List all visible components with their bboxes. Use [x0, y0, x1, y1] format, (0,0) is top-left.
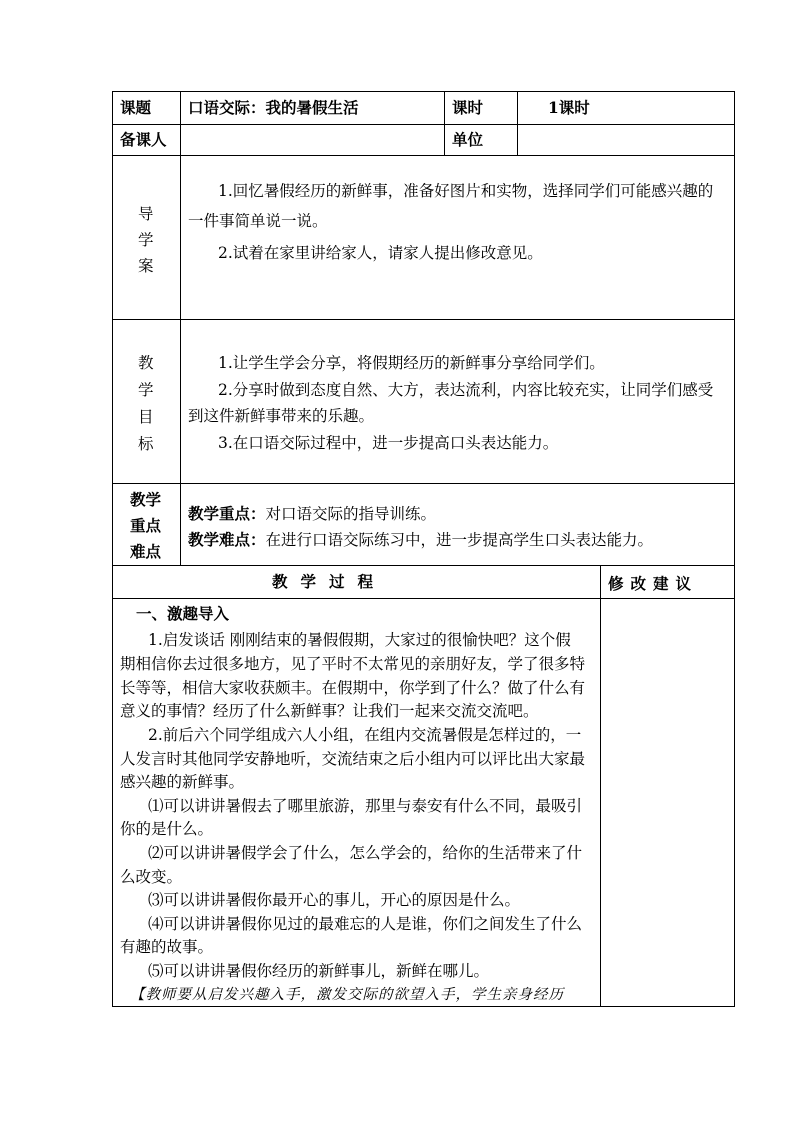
- objective-line: 1.让学生学会分享，将假期经历的新鲜事分享给同学们。: [218, 354, 605, 372]
- process-line: 2.前后六个同学组成六人小组，在组内交流暑假是怎样过的，一: [148, 726, 582, 744]
- focus-text: 对口语交际的指导训练。: [265, 505, 437, 523]
- focus-line: [188, 503, 436, 525]
- process-line: 人发言时其他同学安静地听，交流结束之后小组内可以评比出大家最: [120, 750, 586, 768]
- table-rule: [112, 565, 735, 566]
- guide-text-line: 1.回忆暑假经历的新鲜事，准备好图片和实物，选择同学们可能感兴趣的: [218, 182, 714, 200]
- suggestion-title: 修改建议: [608, 574, 699, 593]
- table-rule: [112, 91, 735, 92]
- subject-value: 口语交际：我的暑假生活: [188, 98, 359, 117]
- preparer-label: 备课人: [120, 130, 167, 149]
- table-rule: [112, 124, 735, 125]
- process-line: 有趣的故事。: [120, 938, 214, 956]
- table-rule: [112, 483, 735, 484]
- process-line: ⑷可以讲讲暑假你见过的最难忘的人是谁，你们之间发生了什么: [148, 915, 583, 933]
- objectives-label-char: 教: [138, 354, 154, 372]
- period-value: 1课时: [548, 98, 590, 117]
- subject-label: 课题: [120, 98, 152, 117]
- process-line: 你的是什么。: [120, 820, 214, 838]
- period-label: 课时: [452, 98, 484, 117]
- difficulty-label: 教学难点：: [188, 530, 266, 549]
- keypoints-label: 重点: [130, 516, 162, 535]
- table-rule: [112, 1006, 735, 1007]
- table-rule: [734, 91, 735, 1007]
- keypoints-label: 教学: [130, 490, 162, 509]
- objectives-label-char: 标: [138, 435, 154, 453]
- objectives-label-char: 目: [138, 408, 154, 426]
- process-title: 教学过程: [272, 572, 387, 591]
- process-line: ⑴可以讲讲暑假去了哪里旅游，那里与泰安有什么不同，最吸引: [148, 797, 583, 815]
- guide-text-line: 2.试着在家里讲给家人，请家人提出修改意见。: [218, 244, 543, 262]
- focus-label: 教学重点：: [188, 504, 266, 523]
- table-rule: [112, 91, 113, 1007]
- table-rule: [444, 91, 445, 156]
- section-heading: 一、激趣导入: [136, 604, 230, 623]
- guide-label-char: 案: [138, 257, 154, 275]
- process-line: 意义的事情？经历了什么新鲜事？让我们一起来交流交流吧。: [120, 702, 539, 720]
- process-line: 1.启发谈话 刚刚结束的暑假假期，大家过的很愉快吧？这个假: [148, 631, 571, 649]
- objective-line: 到这件新鲜事带来的乐趣。: [188, 407, 375, 425]
- objectives-label-char: 学: [138, 381, 154, 399]
- difficulty-text: 在进行口语交际练习中，进一步提高学生口头表达能力。: [265, 531, 654, 549]
- table-rule: [112, 155, 735, 156]
- process-line: 么改变。: [120, 868, 183, 886]
- table-rule: [112, 319, 735, 320]
- guide-label-char: 导: [138, 205, 154, 223]
- table-rule: [180, 91, 181, 566]
- teacher-note: 【教师要从启发兴趣入手，激发交际的欲望入手，学生亲身经历: [130, 987, 564, 1003]
- process-line: ⑵可以讲讲暑假学会了什么，怎么学会的，给你的生活带来了什: [148, 844, 583, 862]
- process-line: ⑶可以讲讲暑假你最开心的事儿，开心的原因是什么。: [148, 891, 521, 909]
- keypoints-label: 难点: [130, 542, 162, 561]
- process-line: 期相信你去过很多地方，见了平时不太常见的亲朋好友，学了很多特: [120, 655, 586, 673]
- process-line: 感兴趣的新鲜事。: [120, 773, 245, 791]
- difficulty-line: [188, 529, 653, 551]
- suggestion-cell: [601, 599, 734, 1006]
- table-rule: [517, 91, 518, 156]
- guide-label-char: 学: [138, 231, 154, 249]
- process-line: 长等等，相信大家收获颇丰。在假期中，你学到了什么？做了什么有: [120, 679, 586, 697]
- objective-line: 2.分享时做到态度自然、大方，表达流利，内容比较充实，让同学们感受: [218, 381, 714, 399]
- guide-text-line: 一件事简单说一说。: [188, 212, 328, 230]
- objective-line: 3.在口语交际过程中，进一步提高口头表达能力。: [218, 434, 559, 452]
- process-line: ⑸可以讲讲暑假你经历的新鲜事儿，新鲜在哪儿。: [148, 962, 490, 980]
- unit-label: 单位: [452, 130, 484, 149]
